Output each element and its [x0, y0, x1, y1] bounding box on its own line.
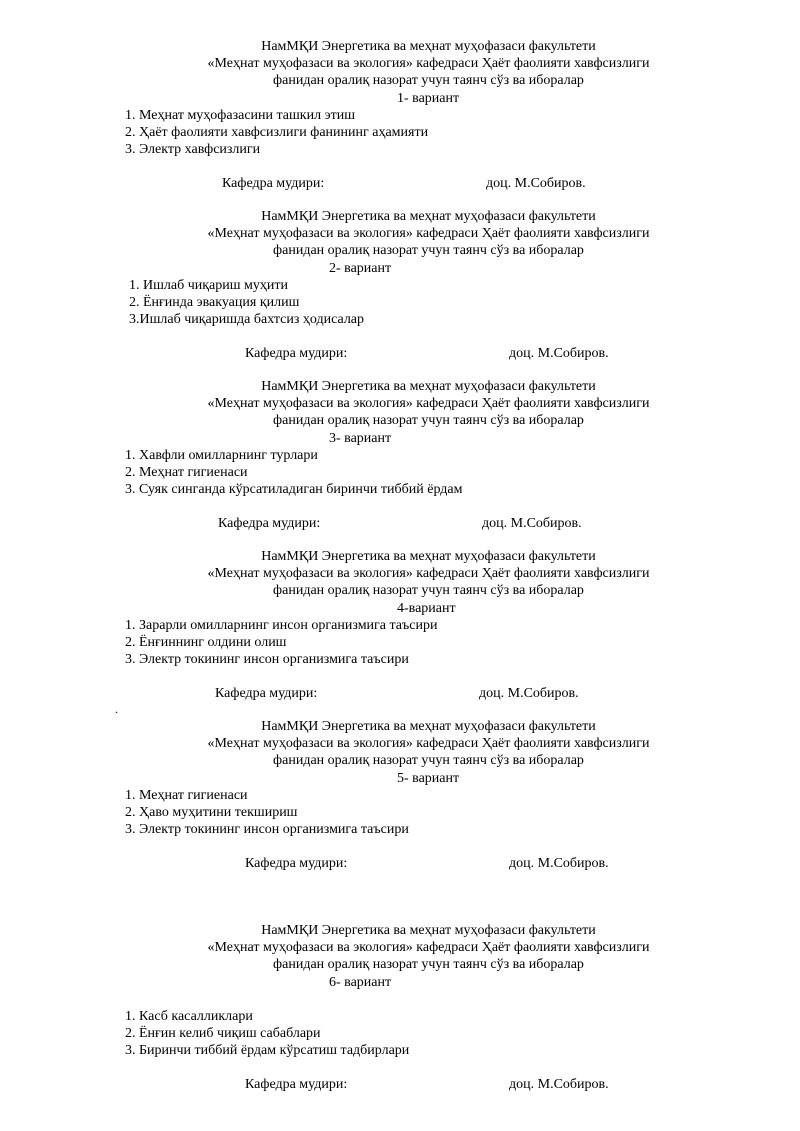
header-line-2: «Меҳнат муҳофазаси ва экология» кафедраси Ҳаёт фаолияти хавфсизлиги	[207, 566, 650, 581]
header-line-1: НамМҚИ Энергетика ва меҳнат муҳофазаси факультети	[261, 39, 596, 54]
header-line-3: фанидан оралиқ назорат учун таянч сўз ва иборалар	[273, 73, 584, 88]
signature-name: доц. М.Собиров.	[479, 686, 579, 701]
list-item: 3. Биринчи тиббий ёрдам кўрсатиш тадбирлари	[125, 1043, 410, 1058]
list-item: 3. Электр токининг инсон организмига таъсири	[125, 822, 409, 837]
list-item: 2. Ҳаво муҳитини текшириш	[125, 805, 298, 820]
header-line-3: фанидан оралиқ назорат учун таянч сўз ва иборалар	[273, 753, 584, 768]
list-item: 1. Хавфли омилларнинг турлари	[125, 448, 318, 463]
header-line-1: НамМҚИ Энергетика ва меҳнат муҳофазаси факультети	[261, 923, 596, 938]
header-line-2: «Меҳнат муҳофазаси ва экология» кафедраси Ҳаёт фаолияти хавфсизлиги	[207, 56, 650, 71]
list-item: 3. Электр токининг инсон организмига таъсири	[125, 652, 409, 667]
header-line-2: «Меҳнат муҳофазаси ва экология» кафедраси Ҳаёт фаолияти хавфсизлиги	[207, 736, 650, 751]
list-item: 3. Электр хавфсизлиги	[125, 142, 261, 157]
signature-title: Кафедра мудири:	[218, 516, 321, 531]
list-item: 1. Меҳнат муҳофазасини ташкил этиш	[125, 108, 355, 123]
header-line-3: фанидан оралиқ назорат учун таянч сўз ва иборалар	[273, 583, 584, 598]
list-item: 1. Ишлаб чиқариш муҳити	[129, 278, 288, 293]
header-line-2: «Меҳнат муҳофазаси ва экология» кафедраси Ҳаёт фаолияти хавфсизлиги	[207, 940, 650, 955]
variant-label: 1- вариант	[397, 91, 460, 106]
signature-name: доц. М.Собиров.	[486, 176, 586, 191]
signature-title: Кафедра мудири:	[222, 176, 325, 191]
signature-title: Кафедра мудири:	[245, 346, 348, 361]
list-item: 3.Ишлаб чиқаришда бахтсиз ҳодисалар	[129, 312, 365, 327]
header-line-3: фанидан оралиқ назорат учун таянч сўз ва иборалар	[273, 413, 584, 428]
signature-title: Кафедра мудири:	[245, 856, 348, 871]
variant-label: 6- вариант	[329, 975, 392, 990]
variant-label: 4-вариант	[397, 601, 456, 616]
list-item: 1. Меҳнат гигиенаси	[125, 788, 248, 803]
variant-label: 3- вариант	[329, 431, 392, 446]
signature-name: доц. М.Собиров.	[482, 516, 582, 531]
list-item: 2. Меҳнат гигиенаси	[125, 465, 248, 480]
stray-mark: .	[115, 702, 118, 716]
list-item: 2. Ҳаёт фаолияти хавфсизлиги фанининг аҳамияти	[125, 125, 429, 140]
list-item: 3. Суяк синганда кўрсатиладиган биринчи тиббий ёрдам	[125, 482, 463, 497]
header-line-3: фанидан оралиқ назорат учун таянч сўз ва иборалар	[273, 243, 584, 258]
list-item: 2. Ёнғиннинг олдини олиш	[125, 635, 287, 650]
header-line-2: «Меҳнат муҳофазаси ва экология» кафедраси Ҳаёт фаолияти хавфсизлиги	[207, 396, 650, 411]
signature-name: доц. М.Собиров.	[509, 856, 609, 871]
signature-name: доц. М.Собиров.	[509, 1077, 609, 1092]
header-line-1: НамМҚИ Энергетика ва меҳнат муҳофазаси факультети	[261, 209, 596, 224]
signature-title: Кафедра мудири:	[245, 1077, 348, 1092]
variant-label: 2- вариант	[329, 261, 392, 276]
list-item: 2. Ёнғинда эвакуация қилиш	[129, 295, 300, 310]
header-line-2: «Меҳнат муҳофазаси ва экология» кафедраси Ҳаёт фаолияти хавфсизлиги	[207, 226, 650, 241]
list-item: 1. Зарарли омилларнинг инсон организмига таъсири	[125, 618, 438, 633]
list-item: 2. Ёнғин келиб чиқиш сабаблари	[125, 1026, 321, 1041]
header-line-3: фанидан оралиқ назорат учун таянч сўз ва иборалар	[273, 957, 584, 972]
signature-name: доц. М.Собиров.	[509, 346, 609, 361]
header-line-1: НамМҚИ Энергетика ва меҳнат муҳофазаси факультети	[261, 719, 596, 734]
signature-title: Кафедра мудири:	[215, 686, 318, 701]
header-line-1: НамМҚИ Энергетика ва меҳнат муҳофазаси факультети	[261, 379, 596, 394]
header-line-1: НамМҚИ Энергетика ва меҳнат муҳофазаси факультети	[261, 549, 596, 564]
variant-label: 5- вариант	[397, 771, 460, 786]
list-item: 1. Касб касалликлари	[125, 1009, 253, 1024]
